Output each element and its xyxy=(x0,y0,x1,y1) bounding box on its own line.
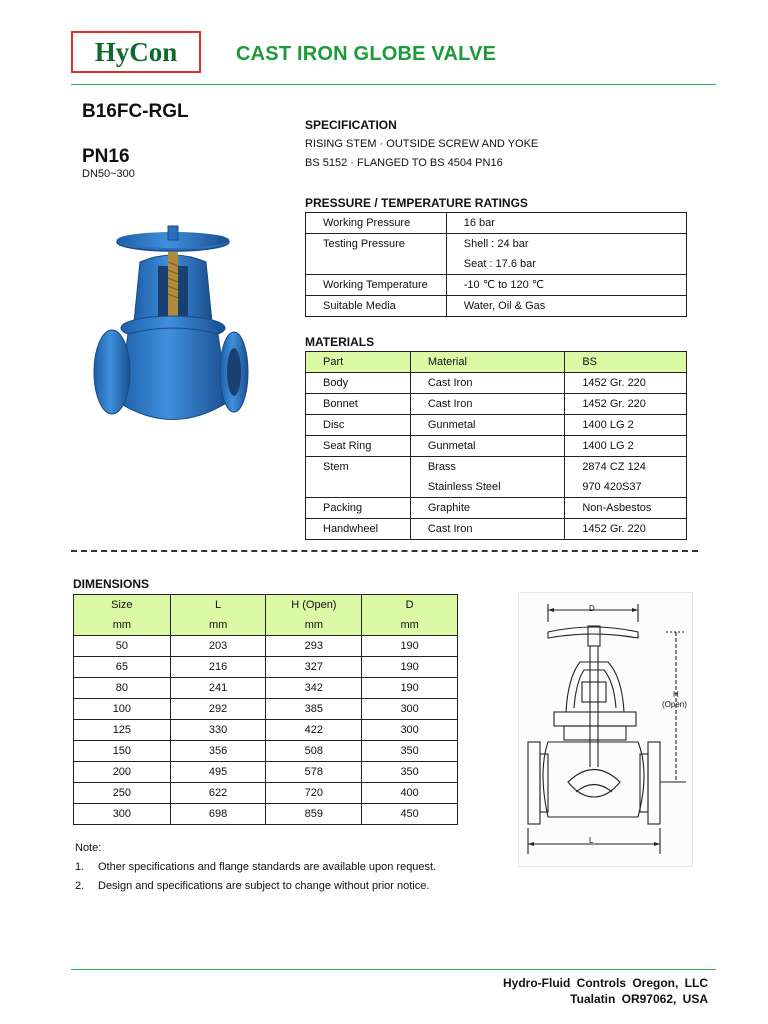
dimension-cell: 100 xyxy=(74,699,171,720)
drawing-label-h-sub: (Open) xyxy=(662,700,687,709)
table-row xyxy=(306,296,687,317)
drawing-label-h: H xyxy=(673,690,679,699)
dimension-cell: 400 xyxy=(362,783,458,804)
part-cell: Disc xyxy=(306,415,411,436)
company-logo: HyCon xyxy=(71,31,201,73)
table-row xyxy=(306,457,687,478)
footer-address xyxy=(503,975,708,1007)
dimension-cell: 622 xyxy=(170,783,266,804)
rating-value: Water, Oil & Gas xyxy=(446,296,686,317)
dimension-cell: 698 xyxy=(170,804,266,825)
note-text: Other specifications and flange standards are available upon request. xyxy=(98,861,437,873)
material-cell: Graphite xyxy=(410,498,565,519)
table-row xyxy=(306,234,687,255)
dimension-cell: 292 xyxy=(170,699,266,720)
dimension-cell: 350 xyxy=(362,741,458,762)
dimensions-table xyxy=(73,594,458,825)
part-cell: Seat Ring xyxy=(306,436,411,457)
dimension-cell: 422 xyxy=(266,720,362,741)
table-row xyxy=(306,519,687,540)
page-title: CAST IRON GLOBE VALVE xyxy=(236,43,497,65)
rating-value: -10 ℃ to 120 ℃ xyxy=(446,275,686,296)
table-row xyxy=(74,720,458,741)
dimension-cell: 350 xyxy=(362,762,458,783)
table-row xyxy=(306,373,687,394)
ratings-table xyxy=(305,212,687,317)
note-number: 1. xyxy=(75,861,85,873)
dimension-cell: 216 xyxy=(170,657,266,678)
valve-technical-drawing xyxy=(518,592,693,867)
material-cell: Cast Iron xyxy=(410,373,565,394)
part-cell: Stem xyxy=(306,457,411,478)
table-row xyxy=(74,699,458,720)
specification-line: RISING STEM · OUTSIDE SCREW AND YOKE xyxy=(305,138,539,150)
table-row xyxy=(74,657,458,678)
drawing-label-d: D xyxy=(589,604,595,613)
dimension-cell: 385 xyxy=(266,699,362,720)
table-row xyxy=(306,415,687,436)
dimension-cell: 578 xyxy=(266,762,362,783)
note-text: Design and specifications are subject to change without prior notice. xyxy=(98,880,430,892)
dimension-cell: 125 xyxy=(74,720,171,741)
dimension-cell: 342 xyxy=(266,678,362,699)
table-row xyxy=(74,678,458,699)
part-cell-cont xyxy=(306,477,411,498)
dimension-cell: 190 xyxy=(362,636,458,657)
bs-cell: 1452 Gr. 220 xyxy=(565,519,687,540)
dimension-cell: 250 xyxy=(74,783,171,804)
material-cell: Gunmetal xyxy=(410,415,565,436)
drawing-label-l: L xyxy=(589,836,594,845)
rating-label: Working Pressure xyxy=(306,213,447,234)
section-divider xyxy=(71,550,698,552)
materials-table xyxy=(305,351,687,540)
table-row xyxy=(306,394,687,415)
column-header: BS xyxy=(565,352,687,373)
dimension-cell: 241 xyxy=(170,678,266,699)
column-header: Part xyxy=(306,352,411,373)
material-cell: Cast Iron xyxy=(410,394,565,415)
dimension-cell: 300 xyxy=(362,699,458,720)
valve-product-image xyxy=(88,222,258,442)
table-row xyxy=(74,762,458,783)
dimension-cell: 293 xyxy=(266,636,362,657)
material-cell: Brass xyxy=(410,457,565,478)
material-cell: Stainless Steel xyxy=(410,477,565,498)
column-header: L xyxy=(170,595,266,616)
dimension-cell: 859 xyxy=(266,804,362,825)
dimension-cell: 190 xyxy=(362,678,458,699)
note-number: 2. xyxy=(75,880,85,892)
model-number: B16FC-RGL xyxy=(82,101,189,122)
material-cell: Gunmetal xyxy=(410,436,565,457)
footer-divider xyxy=(71,969,716,970)
table-row xyxy=(306,477,687,498)
dimension-cell: 450 xyxy=(362,804,458,825)
table-header-row xyxy=(306,352,687,373)
table-row xyxy=(74,741,458,762)
table-unit-row xyxy=(74,615,458,636)
rating-label: Working Temperature xyxy=(306,275,447,296)
part-cell: Packing xyxy=(306,498,411,519)
rating-value: Shell : 24 bar xyxy=(446,234,686,255)
unit-header: mm xyxy=(170,615,266,636)
dimension-cell: 80 xyxy=(74,678,171,699)
bs-cell: 1400 LG 2 xyxy=(565,415,687,436)
bs-cell: 2874 CZ 124 xyxy=(565,457,687,478)
dimension-cell: 495 xyxy=(170,762,266,783)
dimension-cell: 200 xyxy=(74,762,171,783)
column-header: H (Open) xyxy=(266,595,362,616)
material-cell: Cast Iron xyxy=(410,519,565,540)
specification-heading: SPECIFICATION xyxy=(305,118,397,132)
unit-header: mm xyxy=(74,615,171,636)
dimension-cell: 720 xyxy=(266,783,362,804)
table-row xyxy=(306,275,687,296)
table-row xyxy=(74,636,458,657)
dimension-cell: 150 xyxy=(74,741,171,762)
notes-section xyxy=(75,839,436,896)
header-divider xyxy=(71,84,716,85)
column-header: Material xyxy=(410,352,565,373)
dimension-cell: 203 xyxy=(170,636,266,657)
bs-cell: 1452 Gr. 220 xyxy=(565,394,687,415)
dimension-cell: 330 xyxy=(170,720,266,741)
materials-heading: MATERIALS xyxy=(305,335,375,349)
column-header: D xyxy=(362,595,458,616)
bs-cell: 1452 Gr. 220 xyxy=(565,373,687,394)
company-name: Hydro-Fluid Controls Oregon, LLC xyxy=(503,976,708,990)
unit-header: mm xyxy=(266,615,362,636)
bs-cell: 970 420S37 xyxy=(565,477,687,498)
note-item xyxy=(75,877,436,896)
unit-header: mm xyxy=(362,615,458,636)
bs-cell: Non-Asbestos xyxy=(565,498,687,519)
size-range: DN50~300 xyxy=(82,168,135,180)
part-cell: Bonnet xyxy=(306,394,411,415)
part-cell: Body xyxy=(306,373,411,394)
notes-heading: Note: xyxy=(75,842,102,854)
pressure-class: PN16 xyxy=(82,146,130,167)
dimension-cell: 65 xyxy=(74,657,171,678)
column-header: Size xyxy=(74,595,171,616)
dimension-cell: 327 xyxy=(266,657,362,678)
table-row xyxy=(306,436,687,457)
table-row xyxy=(306,254,687,275)
rating-label: Testing Pressure xyxy=(306,234,447,255)
table-row xyxy=(306,498,687,519)
rating-value: Seat : 17.6 bar xyxy=(446,254,686,275)
rating-label: Suitable Media xyxy=(306,296,447,317)
dimension-cell: 300 xyxy=(74,804,171,825)
dimensions-heading: DIMENSIONS xyxy=(73,577,150,591)
table-row xyxy=(74,783,458,804)
company-location: Tualatin OR97062, USA xyxy=(570,992,708,1006)
specification-line: BS 5152 · FLANGED TO BS 4504 PN16 xyxy=(305,157,503,169)
table-row xyxy=(306,213,687,234)
rating-value: 16 bar xyxy=(446,213,686,234)
ratings-heading: PRESSURE / TEMPERATURE RATINGS xyxy=(305,196,528,210)
table-row xyxy=(74,804,458,825)
bs-cell: 1400 LG 2 xyxy=(565,436,687,457)
table-header-row xyxy=(74,595,458,616)
rating-label-cont xyxy=(306,254,447,275)
note-item xyxy=(75,858,436,877)
dimension-cell: 508 xyxy=(266,741,362,762)
part-cell: Handwheel xyxy=(306,519,411,540)
dimension-cell: 300 xyxy=(362,720,458,741)
dimension-cell: 50 xyxy=(74,636,171,657)
dimension-cell: 190 xyxy=(362,657,458,678)
dimension-cell: 356 xyxy=(170,741,266,762)
